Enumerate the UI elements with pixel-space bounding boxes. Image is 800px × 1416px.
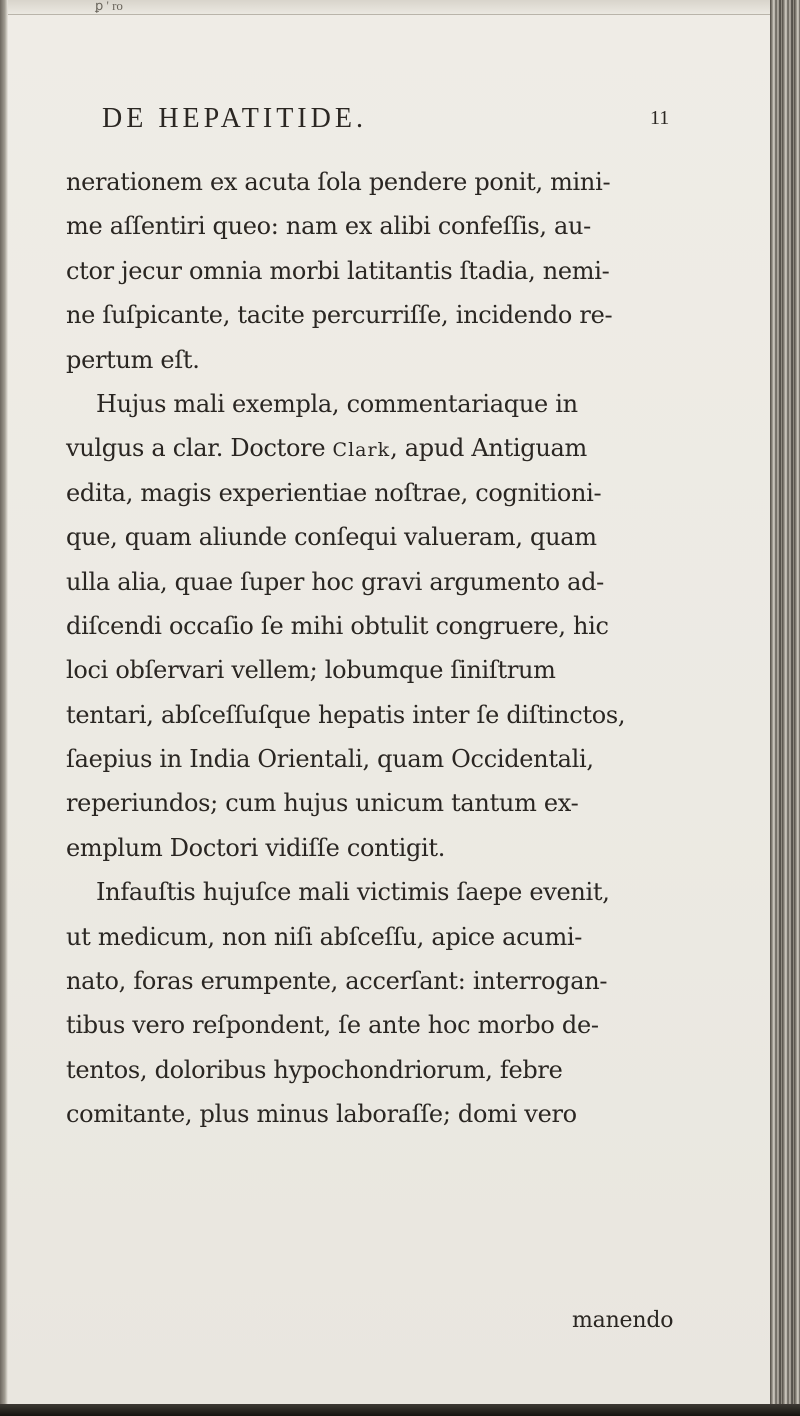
catchword: manendo	[572, 1308, 674, 1333]
body-text	[66, 160, 746, 1137]
binding-shadow	[0, 0, 8, 1416]
top-mark: ꝑ ' ro	[95, 0, 123, 13]
text-line: nerationem ex acuta ſola pendere ponit, mini-	[66, 168, 611, 196]
header-title: DE HEPATITIDE.	[102, 103, 367, 134]
text-line: emplum Doctori vidiſſe contigit.	[66, 833, 446, 862]
previous-page-edge	[0, 0, 770, 15]
text-line: ulla alia, quae ſuper hoc gravi argumento ad-	[66, 567, 604, 596]
text-segment: vulgus a clar. Doctore	[66, 434, 333, 463]
author-name: Clark	[332, 439, 391, 462]
bottom-shadow	[0, 1404, 800, 1416]
text-line: ne ſuſpicante, tacite percurriſſe, incidendo re-	[66, 301, 613, 330]
text-line	[66, 426, 746, 470]
text-line: tentari, abſceſſuſque hepatis inter ſe diſtinctos,	[66, 700, 626, 729]
paragraph-start: Infauſtis hujuſce mali victimis ſaepe evenit,	[96, 878, 610, 907]
text-line: me aſſentiri queo: nam ex alibi confeſſis, au-	[66, 212, 591, 241]
text-line: nato, foras erumpente, accerſant: interrogan-	[66, 967, 608, 996]
text-line: comitante, plus minus laboraſſe; domi vero	[66, 1100, 577, 1129]
running-header	[102, 103, 742, 147]
text-line: tentos, doloribus hypochondriorum, febre	[66, 1055, 563, 1084]
text-segment: , apud Antiguam	[390, 434, 587, 463]
paragraph-start: Hujus mali exempla, commentariaque in	[96, 389, 578, 418]
text-line: diſcendi occaſio ſe mihi obtulit congruere, hic	[66, 611, 609, 640]
text-line: edita, magis experientiae noſtrae, cognitioni-	[66, 478, 602, 507]
text-line: pertum eſt.	[66, 345, 200, 374]
text-line: reperiundos; cum hujus unicum tantum ex-	[66, 789, 579, 818]
text-line: ut medicum, non niſi abſceſſu, apice acumi-	[66, 922, 583, 951]
text-line: que, quam aliunde conſequi valueram, quam	[66, 523, 597, 552]
page-stack-edge	[770, 0, 800, 1416]
page-number: 11	[650, 107, 670, 129]
text-line: ſaepius in India Orientali, quam Occidentali,	[66, 745, 594, 774]
text-line: loci obſervari vellem; lobumque ſiniſtrum	[66, 656, 556, 685]
text-line: tibus vero reſpondent, ſe ante hoc morbo de-	[66, 1011, 599, 1040]
text-line: ctor jecur omnia morbi latitantis ſtadia, nemi-	[66, 256, 610, 285]
